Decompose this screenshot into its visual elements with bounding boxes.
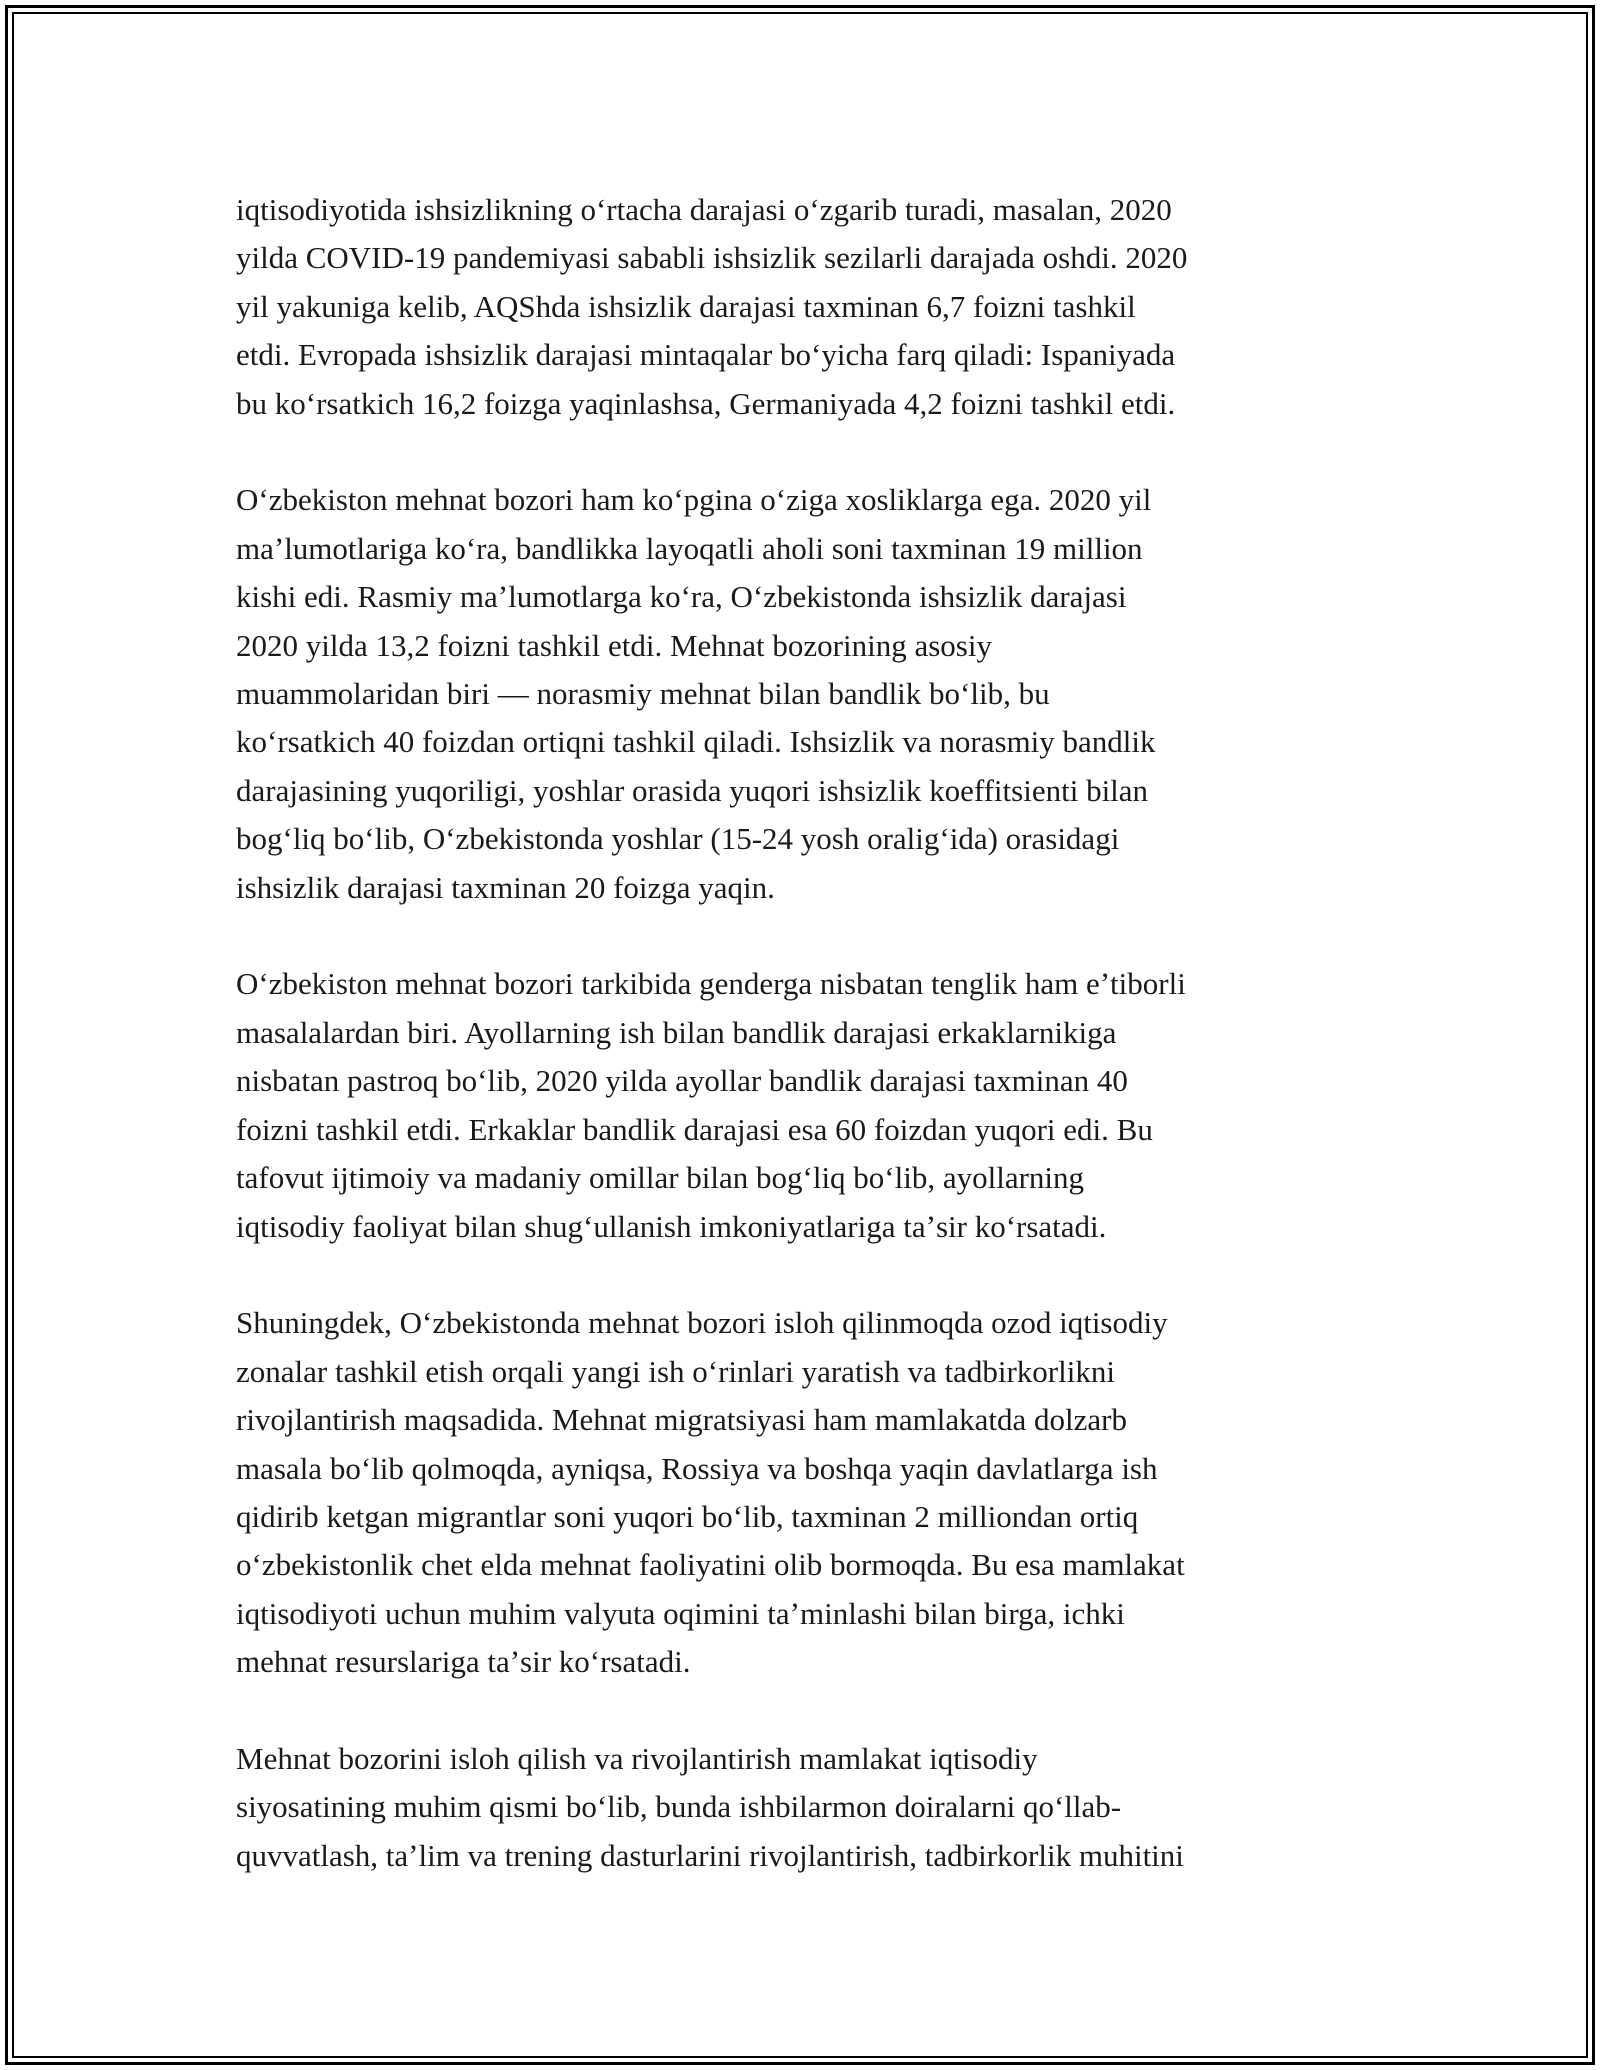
text-line: masala boʻlib qolmoqda, ayniqsa, Rossiya va boshqa yaqin davlatlarga ish <box>236 1450 1158 1486</box>
paragraph-2 <box>236 476 1366 912</box>
text-line: kishi edi. Rasmiy maʼlumotlarga koʻra, Oʻzbekistonda ishsizlik darajasi <box>236 579 1127 615</box>
text-line: tafovut ijtimoiy va madaniy omillar bilan bogʻliq boʻlib, ayollarning <box>236 1160 1085 1196</box>
text-line: Oʻzbekiston mehnat bozori tarkibida genderga nisbatan tenglik ham eʼtiborli <box>236 966 1186 1002</box>
paragraph-3 <box>236 960 1366 1250</box>
text-line: oʻzbekistonlik chet elda mehnat faoliyatini olib bormoqda. Bu esa mamlakat <box>236 1547 1185 1583</box>
text-line: koʻrsatkich 40 foizdan ortiqni tashkil qiladi. Ishsizlik va norasmiy bandlik <box>236 724 1156 760</box>
paragraph-1 <box>236 186 1366 428</box>
paragraph-5 <box>236 1735 1366 1880</box>
text-line: mehnat resurslariga taʼsir koʻrsatadi. <box>236 1644 691 1680</box>
text-line: zonalar tashkil etish orqali yangi ish oʻrinlari yaratish va tadbirkorlikni <box>236 1353 1115 1389</box>
text-line: yil yakuniga kelib, AQShda ishsizlik darajasi taxminan 6,7 foizni tashkil <box>236 288 1136 324</box>
text-line: bu koʻrsatkich 16,2 foizga yaqinlashsa, Germaniyada 4,2 foizni tashkil etdi. <box>236 385 1176 421</box>
text-line: bogʻliq boʻlib, Oʻzbekistonda yoshlar (15-24 yosh oraligʻida) orasidagi <box>236 821 1120 857</box>
text-line: iqtisodiy faoliyat bilan shugʻullanish imkoniyatlariga taʼsir koʻrsatadi. <box>236 1208 1107 1244</box>
text-line: foizni tashkil etdi. Erkaklar bandlik darajasi esa 60 foizdan yuqori edi. Bu <box>236 1111 1153 1147</box>
text-line: 2020 yilda 13,2 foizni tashkil etdi. Mehnat bozorining asosiy <box>236 627 992 663</box>
text-line: darajasining yuqoriligi, yoshlar orasida yuqori ishsizlik koeffitsienti bilan <box>236 772 1149 808</box>
text-line: Shuningdek, Oʻzbekistonda mehnat bozori isloh qilinmoqda ozod iqtisodiy <box>236 1305 1168 1341</box>
text-line: muammolaridan biri — norasmiy mehnat bilan bandlik boʻlib, bu <box>236 676 1050 712</box>
document-body <box>236 186 1366 1929</box>
text-line: ishsizlik darajasi taxminan 20 foizga yaqin. <box>236 869 775 905</box>
text-line: Oʻzbekiston mehnat bozori ham koʻpgina oʻziga xosliklarga ega. 2020 yil <box>236 482 1152 518</box>
text-line: qidirib ketgan migrantlar soni yuqori boʻlib, taxminan 2 milliondan ortiq <box>236 1498 1139 1534</box>
paragraph-4 <box>236 1299 1366 1686</box>
text-line: rivojlantirish maqsadida. Mehnat migratsiyasi ham mamlakatda dolzarb <box>236 1402 1128 1438</box>
text-line: quvvatlash, taʼlim va trening dasturlarini rivojlantirish, tadbirkorlik muhitini <box>236 1837 1184 1873</box>
text-line: iqtisodiyoti uchun muhim valyuta oqimini taʼminlashi bilan birga, ichki <box>236 1595 1125 1631</box>
text-line: masalalardan biri. Ayollarning ish bilan bandlik darajasi erkaklarnikiga <box>236 1014 1117 1050</box>
text-line: yilda COVID-19 pandemiyasi sababli ishsizlik sezilarli darajada oshdi. 2020 <box>236 240 1188 276</box>
text-line: iqtisodiyotida ishsizlikning oʻrtacha darajasi oʻzgarib turadi, masalan, 2020 <box>236 192 1172 227</box>
text-line: nisbatan pastroq boʻlib, 2020 yilda ayollar bandlik darajasi taxminan 40 <box>236 1063 1128 1099</box>
text-line: maʼlumotlariga koʻra, bandlikka layoqatli aholi soni taxminan 19 million <box>236 530 1143 566</box>
text-line: etdi. Evropada ishsizlik darajasi mintaqalar boʻyicha farq qiladi: Ispaniyada <box>236 337 1176 373</box>
text-line: Mehnat bozorini isloh qilish va rivojlantirish mamlakat iqtisodiy <box>236 1740 1038 1776</box>
text-line: siyosatining muhim qismi boʻlib, bunda ishbilarmon doiralarni qoʻllab- <box>236 1789 1122 1825</box>
